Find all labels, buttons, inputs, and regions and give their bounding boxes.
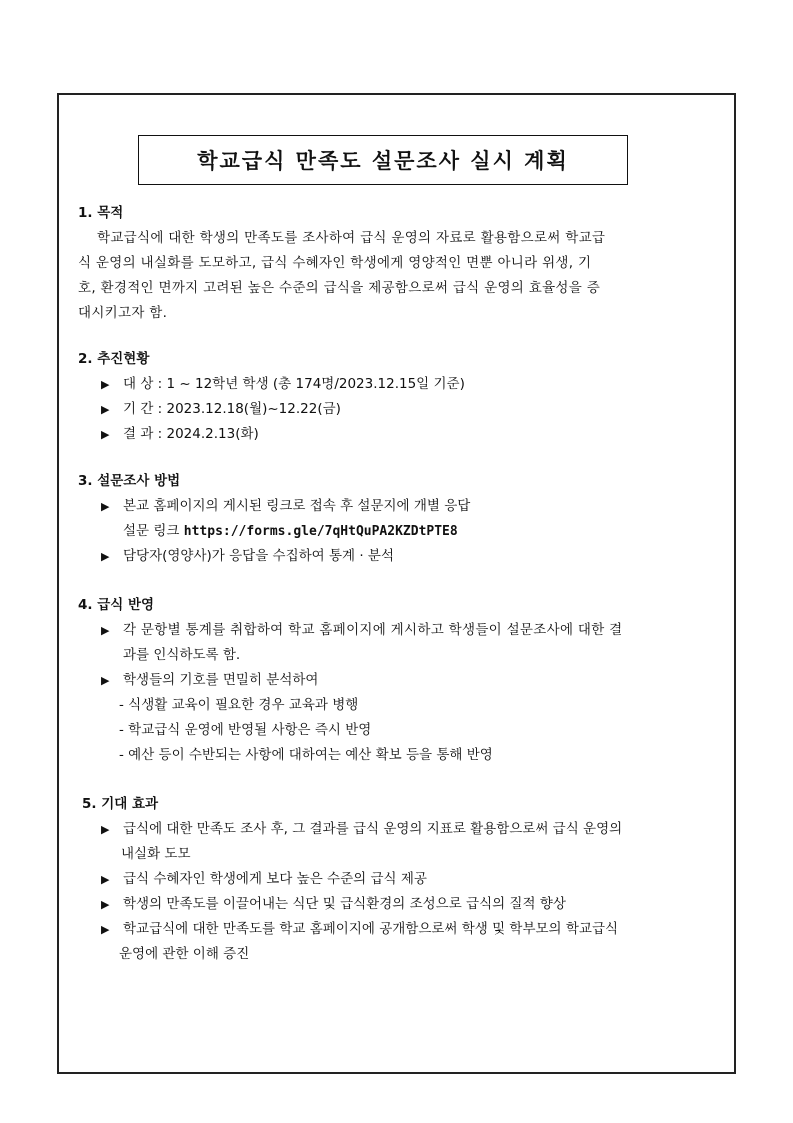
list-item xyxy=(101,870,427,889)
list-item xyxy=(101,920,618,939)
triangle-bullet-icon: ▶ xyxy=(101,923,110,936)
reflection-text-1-cont: 과를 인식하도록 함. xyxy=(123,647,241,663)
effect-text-1-cont: 내실화 도모 xyxy=(121,846,191,862)
list-item xyxy=(101,497,470,516)
survey-link[interactable]: https://forms.gle/7qHtQuPA2KZDtPTE8 xyxy=(183,524,458,539)
triangle-bullet-icon: ▶ xyxy=(101,823,110,836)
section-5-heading: 5. 기대 효과 xyxy=(82,796,159,812)
survey-link-row xyxy=(123,522,458,541)
list-item xyxy=(101,375,465,394)
page-title: 학교급식 만족도 설문조사 실시 계획 xyxy=(197,149,569,173)
target-text: 대 상 : 1 ~ 12학년 학생 (총 174명/2023.12.15일 기준) xyxy=(123,376,465,392)
effect-text-4-cont: 운영에 관한 이해 증진 xyxy=(119,946,250,962)
triangle-bullet-icon: ▶ xyxy=(101,403,110,416)
result-text: 결 과 : 2024.2.13(화) xyxy=(123,426,259,442)
period-text: 기 간 : 2023.12.18(월)~12.22(금) xyxy=(123,401,341,417)
list-item xyxy=(101,621,623,640)
effect-text-4: 학교급식에 대한 만족도를 학교 홈페이지에 공개함으로써 학생 및 학부모의 학교급식 xyxy=(123,921,619,937)
survey-link-label: 설문 링크 xyxy=(123,523,180,539)
triangle-bullet-icon: ▶ xyxy=(101,674,110,687)
effect-text-1: 급식에 대한 만족도 조사 후, 그 결과를 급식 운영의 지표로 활용함으로써 급식 운영의 xyxy=(123,821,623,837)
effect-text-2: 급식 수혜자인 학생에게 보다 높은 수준의 급식 제공 xyxy=(123,871,427,887)
purpose-line-2: 식 운영의 내실화를 도모하고, 급식 수혜자인 학생에게 영양적인 면뿐 아니라 위생, 기 xyxy=(78,255,592,271)
section-3-heading: 3. 설문조사 방법 xyxy=(78,473,181,489)
list-item xyxy=(101,671,318,690)
triangle-bullet-icon: ▶ xyxy=(101,898,110,911)
section-2-heading: 2. 추진현황 xyxy=(78,351,150,367)
section-4-heading: 4. 급식 반영 xyxy=(78,597,155,613)
triangle-bullet-icon: ▶ xyxy=(101,500,110,513)
section-1-heading: 1. 목적 xyxy=(78,205,124,221)
title-box xyxy=(138,135,628,185)
list-item xyxy=(101,895,566,914)
effect-text-3: 학생의 만족도를 이끌어내는 식단 및 급식환경의 조성으로 급식의 질적 향상 xyxy=(123,896,566,912)
list-item xyxy=(101,820,622,839)
triangle-bullet-icon: ▶ xyxy=(101,624,110,637)
triangle-bullet-icon: ▶ xyxy=(101,550,110,563)
method-text: 본교 홈페이지의 게시된 링크로 접속 후 설문지에 개별 응답 xyxy=(123,498,471,514)
triangle-bullet-icon: ▶ xyxy=(101,428,110,441)
triangle-bullet-icon: ▶ xyxy=(101,378,110,391)
purpose-line-4: 대시키고자 함. xyxy=(78,305,168,321)
reflection-text-1: 각 문항별 통계를 취합하여 학교 홈페이지에 게시하고 학생들이 설문조사에 대한 결 xyxy=(123,622,623,638)
sub-item: - 식생활 교육이 필요한 경우 교육과 병행 xyxy=(119,697,359,713)
analysis-text: 담당자(영양사)가 응답을 수집하여 통계 · 분석 xyxy=(123,548,395,564)
sub-item: - 예산 등이 수반되는 사항에 대하여는 예산 확보 등을 통해 반영 xyxy=(119,747,493,763)
purpose-line-1: 학교급식에 대한 학생의 만족도를 조사하여 급식 운영의 자료로 활용함으로써 학교급 xyxy=(97,230,606,246)
list-item xyxy=(101,547,394,566)
list-item xyxy=(101,400,341,419)
triangle-bullet-icon: ▶ xyxy=(101,873,110,886)
sub-item: - 학교급식 운영에 반영될 사항은 즉시 반영 xyxy=(119,722,372,738)
purpose-line-3: 호, 환경적인 면까지 고려된 높은 수준의 급식을 제공함으로써 급식 운영의 효율성을 증 xyxy=(78,280,601,296)
list-item xyxy=(101,425,259,444)
reflection-text-2: 학생들의 기호를 면밀히 분석하여 xyxy=(123,672,319,688)
